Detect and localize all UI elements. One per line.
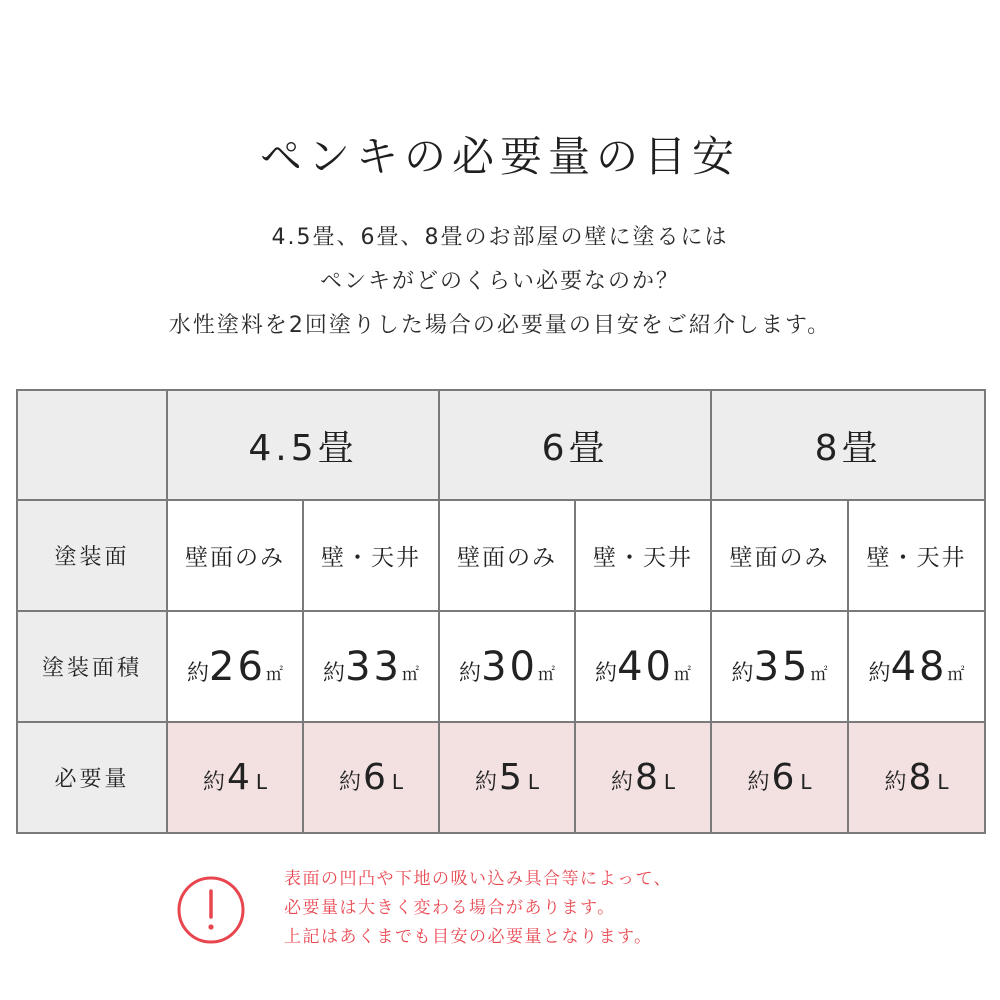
amount-unit: L (800, 770, 812, 794)
surface-cell: 壁面のみ (167, 500, 303, 611)
room-size-header: 8畳 (711, 390, 985, 500)
area-value: 26 (209, 643, 266, 690)
surface-cell: 壁・天井 (575, 500, 711, 611)
area-value: 35 (753, 643, 811, 690)
table-corner-cell (17, 390, 167, 500)
area-unit: ㎡ (947, 664, 965, 685)
intro-line: 4.5畳、6畳、8畳のお部屋の壁に塗るには (271, 225, 729, 250)
area-cell (167, 611, 303, 722)
surface-cell: 壁・天井 (303, 500, 439, 611)
area-row (17, 611, 985, 722)
approx-prefix: 約 (731, 660, 754, 686)
area-unit: ㎡ (810, 664, 828, 685)
area-value: 33 (345, 643, 402, 690)
amount-value: 4 (226, 757, 250, 798)
area-cell (575, 611, 711, 722)
row-label-amount: 必要量 (17, 722, 167, 833)
approx-prefix: 約 (323, 660, 346, 686)
area-cell (711, 611, 848, 722)
area-unit: ㎡ (673, 664, 691, 685)
area-unit: ㎡ (265, 664, 283, 685)
surface-cell: 壁面のみ (711, 500, 848, 611)
approx-prefix: 約 (610, 770, 633, 795)
amount-cell (575, 722, 711, 833)
approx-prefix: 約 (884, 770, 907, 795)
amount-cell (439, 722, 575, 833)
amount-cell (303, 722, 439, 833)
row-label-area: 塗装面積 (17, 611, 167, 722)
amount-value: 8 (634, 757, 658, 798)
amount-unit: L (663, 770, 676, 794)
area-value: 48 (890, 643, 948, 690)
amount-cell (848, 722, 985, 833)
amount-row (17, 722, 985, 833)
amount-value: 6 (771, 757, 795, 798)
area-cell (848, 611, 985, 722)
amount-value: 8 (908, 757, 932, 798)
caution-line: 必要量は大きく変わる場合があります。 (284, 898, 616, 918)
amount-unit: L (391, 770, 404, 794)
amount-value: 5 (498, 757, 522, 798)
approx-prefix: 約 (187, 660, 210, 686)
room-size-header: 4.5畳 (167, 390, 439, 500)
surface-row (17, 500, 985, 611)
caution-line: 表面の凹凸や下地の吸い込み具合等によって、 (284, 869, 673, 889)
amount-unit: L (937, 770, 949, 794)
row-label-surface: 塗装面 (17, 500, 167, 611)
amount-unit: L (527, 770, 540, 794)
caution-note (284, 865, 672, 952)
intro-line: ペンキがどのくらい必要なのか？ (319, 269, 680, 294)
area-cell (439, 611, 575, 722)
paint-requirement-table (16, 389, 986, 834)
approx-prefix: 約 (338, 770, 361, 795)
exclamation-circle-icon (176, 875, 246, 945)
area-cell (303, 611, 439, 722)
approx-prefix: 約 (868, 660, 891, 686)
amount-unit: L (255, 770, 268, 794)
surface-cell: 壁面のみ (439, 500, 575, 611)
approx-prefix: 約 (595, 660, 618, 686)
approx-prefix: 約 (202, 770, 225, 795)
area-unit: ㎡ (401, 664, 419, 685)
approx-prefix: 約 (474, 770, 497, 795)
room-size-header-row (17, 390, 985, 500)
surface-cell: 壁・天井 (848, 500, 985, 611)
approx-prefix: 約 (747, 770, 770, 795)
amount-cell (167, 722, 303, 833)
intro-line: 水性塗料を2回塗りした場合の必要量の目安をご紹介します。 (168, 313, 832, 338)
area-value: 40 (617, 643, 674, 690)
amount-value: 6 (362, 757, 386, 798)
intro-text (0, 216, 1000, 348)
area-value: 30 (481, 643, 538, 690)
room-size-header: 6畳 (439, 390, 711, 500)
area-unit: ㎡ (537, 664, 555, 685)
page-title: ペンキの必要量の目安 (259, 132, 740, 182)
approx-prefix: 約 (459, 660, 482, 686)
amount-cell (711, 722, 848, 833)
caution-line: 上記はあくまでも目安の必要量となります。 (284, 927, 653, 947)
